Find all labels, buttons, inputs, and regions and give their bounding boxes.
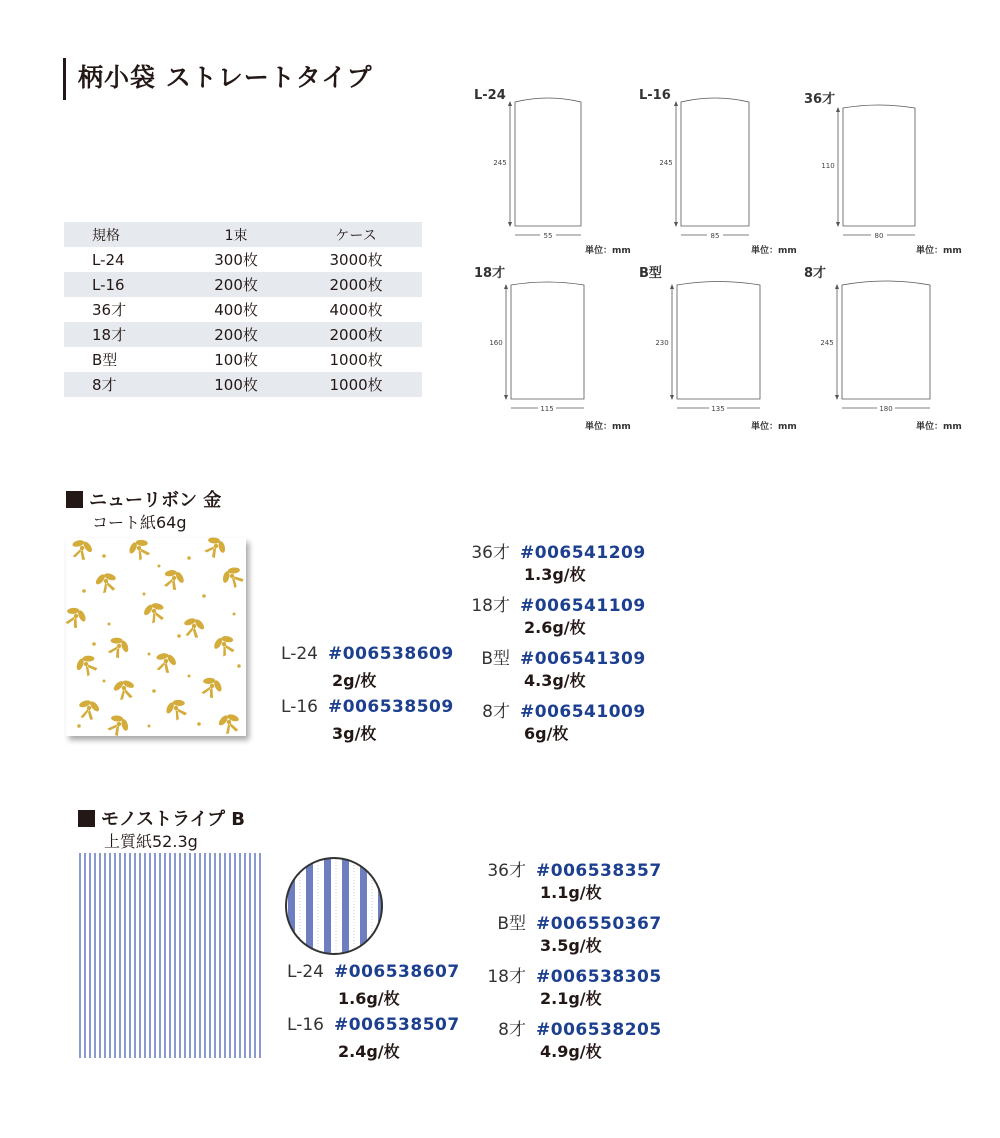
spec-table xyxy=(64,222,422,397)
cell-bundle: 300枚 xyxy=(214,251,258,269)
bag-label-l16: L-16 xyxy=(639,88,671,103)
dim-height-l24: 245 xyxy=(493,159,507,167)
unit-label: 単位：mm xyxy=(751,422,797,432)
bag-diagrams xyxy=(470,80,975,440)
bag-outline-l16 xyxy=(681,98,749,226)
bag-label-b: B型 xyxy=(639,266,662,281)
cell-case: 3000枚 xyxy=(329,251,383,269)
product-size: 8才 xyxy=(498,1020,526,1040)
cell-size: 18才 xyxy=(92,326,127,344)
product-weight: 3.5g/枚 xyxy=(540,936,602,955)
product-code: #006550367 xyxy=(536,914,662,934)
product-weight: 3g/枚 xyxy=(332,724,377,743)
product-code: #006538205 xyxy=(536,1020,662,1040)
product-size: L-24 xyxy=(287,962,324,982)
stripe-zoom-circle xyxy=(284,856,384,956)
paper-type: コート紙64g xyxy=(92,513,187,532)
unit-label: 単位：mm xyxy=(585,422,631,432)
cell-case: 1000枚 xyxy=(329,376,383,394)
product-weight: 2.6g/枚 xyxy=(524,618,586,637)
product-weight: 2.1g/枚 xyxy=(540,989,602,1008)
bag-label-18: 18才 xyxy=(474,266,506,281)
unit-label: 単位：mm xyxy=(916,246,962,256)
unit-label: 単位：mm xyxy=(585,246,631,256)
product-code: #006541309 xyxy=(520,649,646,669)
cell-size: L-24 xyxy=(92,250,125,269)
cell-size: L-16 xyxy=(92,275,125,294)
product-size: B型 xyxy=(481,649,510,669)
product-code: #006538357 xyxy=(536,861,662,881)
product-size: 8才 xyxy=(482,702,510,722)
bag-label-8: 8才 xyxy=(804,266,827,281)
table-row xyxy=(64,272,422,297)
square-bullet-icon xyxy=(78,810,95,827)
cell-size: 8才 xyxy=(92,376,117,394)
product-weight: 1.1g/枚 xyxy=(540,883,602,902)
product-code: #006538607 xyxy=(334,962,460,982)
dim-width-l24: 55 xyxy=(543,232,553,240)
cell-bundle: 400枚 xyxy=(214,301,258,319)
paper-type: 上質紙52.3g xyxy=(104,832,198,851)
cell-case: 4000枚 xyxy=(329,301,383,319)
dim-height-8: 245 xyxy=(820,339,834,347)
col-header-case: ケース xyxy=(335,227,377,244)
col-header-bundle: 1束 xyxy=(224,227,248,244)
table-header-row xyxy=(64,222,422,247)
bag-outline-36 xyxy=(843,105,915,226)
table-row xyxy=(64,347,422,372)
product-size: 18才 xyxy=(471,596,510,616)
product-code: #006538509 xyxy=(328,697,454,717)
square-bullet-icon xyxy=(66,491,83,508)
product-size: L-16 xyxy=(287,1015,324,1035)
table-row xyxy=(64,372,422,397)
product-weight: 2g/枚 xyxy=(332,671,377,690)
product-weight: 2.4g/枚 xyxy=(338,1042,400,1061)
cell-bundle: 200枚 xyxy=(214,326,258,344)
product-size: B型 xyxy=(497,914,526,934)
bag-outline-b xyxy=(677,282,760,400)
cell-bundle: 100枚 xyxy=(214,376,258,394)
product-item xyxy=(272,1015,460,1061)
product-item xyxy=(466,909,662,955)
bag-label-l24: L-24 xyxy=(474,88,506,103)
ribbon-pattern-swatch xyxy=(64,536,254,746)
product-size: L-24 xyxy=(281,644,318,664)
product-code: #006541009 xyxy=(520,702,646,722)
product-weight: 1.3g/枚 xyxy=(524,565,586,584)
product-item xyxy=(450,538,646,584)
section-heading-stripe xyxy=(78,805,245,831)
product-item xyxy=(450,591,646,637)
product-size: 18才 xyxy=(487,967,526,987)
dim-width-8: 180 xyxy=(879,405,893,413)
product-code: #006541109 xyxy=(520,596,646,616)
cell-bundle: 200枚 xyxy=(214,276,258,294)
bag-outline-l24 xyxy=(515,98,581,226)
product-weight: 4.9g/枚 xyxy=(540,1042,602,1061)
dim-width-18: 115 xyxy=(540,405,554,413)
table-row xyxy=(64,297,422,322)
stripe-pattern-swatch xyxy=(78,853,268,1061)
dim-height-36: 110 xyxy=(821,162,835,170)
bag-outline-18 xyxy=(511,282,584,399)
dim-height-l16: 245 xyxy=(659,159,673,167)
product-code: #006538305 xyxy=(536,967,662,987)
unit-label: 単位：mm xyxy=(751,246,797,256)
unit-label: 単位：mm xyxy=(916,422,962,432)
bag-label-36: 36才 xyxy=(804,92,836,107)
product-size: 36才 xyxy=(487,861,526,881)
product-code: #006538609 xyxy=(328,644,454,664)
page-title: 柄小袋 ストレートタイプ xyxy=(78,63,373,92)
product-weight: 6g/枚 xyxy=(524,724,569,743)
product-size: 36才 xyxy=(471,543,510,563)
table-row xyxy=(64,247,422,272)
product-item xyxy=(466,1015,662,1061)
bag-outline-8 xyxy=(842,281,930,399)
section-title: ニューリボン 金 xyxy=(89,490,222,511)
product-size: L-16 xyxy=(281,697,318,717)
dim-width-l16: 85 xyxy=(710,232,720,240)
product-item xyxy=(466,856,662,902)
product-item xyxy=(266,697,454,743)
cell-case: 2000枚 xyxy=(329,326,383,344)
product-item xyxy=(450,697,646,743)
dim-width-36: 80 xyxy=(874,232,884,240)
cell-case: 2000枚 xyxy=(329,276,383,294)
product-code: #006541209 xyxy=(520,543,646,563)
table-row xyxy=(64,322,422,347)
product-code: #006538507 xyxy=(334,1015,460,1035)
product-item xyxy=(466,962,662,1008)
cell-case: 1000枚 xyxy=(329,351,383,369)
product-item xyxy=(272,962,460,1008)
title-bar xyxy=(63,58,66,100)
cell-size: B型 xyxy=(92,351,118,369)
col-header-size: 規格 xyxy=(92,227,120,244)
dim-height-b: 230 xyxy=(655,339,669,347)
cell-bundle: 100枚 xyxy=(214,351,258,369)
product-item xyxy=(450,644,646,690)
product-weight: 1.6g/枚 xyxy=(338,989,400,1008)
dim-width-b: 135 xyxy=(711,405,725,413)
product-weight: 4.3g/枚 xyxy=(524,671,586,690)
section-heading-ribbon xyxy=(66,486,221,512)
dim-height-18: 160 xyxy=(489,339,503,347)
cell-size: 36才 xyxy=(92,301,127,319)
section-title: モノストライプ B xyxy=(101,809,246,830)
product-item xyxy=(266,644,454,690)
